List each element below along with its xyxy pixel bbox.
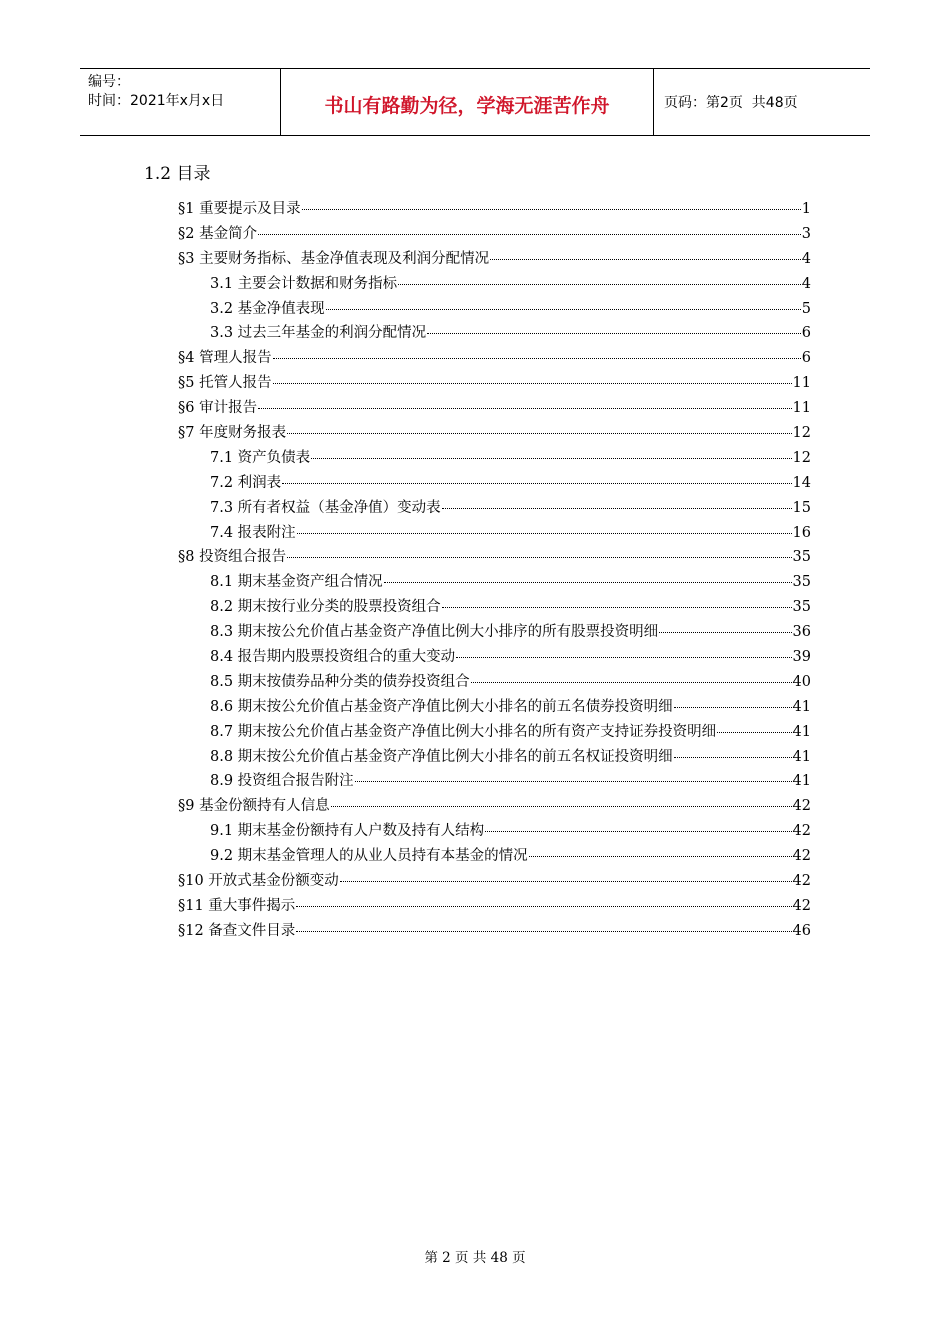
toc-entry-label: 7.3 所有者权益（基金净值）变动表 [210, 499, 441, 516]
toc-entry-page: 36 [792, 624, 811, 641]
toc-entry-label: 8.4 报告期内股票投资组合的重大变动 [210, 649, 456, 666]
toc-leader-dots [529, 856, 792, 857]
toc-entry[interactable] [178, 620, 811, 645]
toc-entry-page: 4 [801, 250, 811, 267]
toc-entry[interactable] [178, 471, 811, 496]
toc-entry[interactable] [178, 321, 811, 346]
toc-entry-page: 42 [792, 848, 811, 865]
toc-entry-label: 8.2 期末按行业分类的股票投资组合 [210, 599, 441, 616]
toc-entry[interactable] [178, 695, 811, 720]
toc-entry-label: 8.9 投资组合报告附注 [210, 773, 354, 790]
toc-entry[interactable] [178, 197, 811, 222]
toc-leader-dots [273, 358, 801, 359]
toc-entry-page: 40 [792, 673, 811, 690]
toc-leader-dots [384, 582, 792, 583]
header-meta [80, 69, 281, 135]
toc-entry-page: 42 [792, 897, 811, 914]
toc-entry-page: 4 [801, 275, 811, 292]
toc-leader-dots [355, 781, 792, 782]
toc-leader-dots [674, 707, 792, 708]
toc-entry-label: 8.8 期末按公允价值占基金资产净值比例大小排名的前五名权证投资明细 [210, 748, 673, 765]
toc-entry[interactable] [178, 645, 811, 670]
toc-leader-dots [302, 209, 801, 210]
toc-entry-label: §9 基金份额持有人信息 [178, 798, 330, 815]
header-page-info-text: 页码：第2页 共48页 [664, 95, 798, 111]
toc-entry[interactable] [178, 496, 811, 521]
toc-entry-page: 11 [792, 375, 811, 392]
toc-entry-page: 39 [792, 649, 811, 666]
toc-entry[interactable] [178, 446, 811, 471]
toc-entry[interactable] [178, 570, 811, 595]
toc-entry-label: §5 托管人报告 [178, 375, 272, 392]
header-page-info [654, 69, 870, 135]
toc-entry-page: 35 [792, 599, 811, 616]
toc-entry-label: 7.1 资产负债表 [210, 449, 311, 466]
toc-entry-page: 42 [792, 798, 811, 815]
toc-entry[interactable] [178, 371, 811, 396]
toc-leader-dots [442, 508, 792, 509]
toc-leader-dots [287, 433, 791, 434]
toc-entry-page: 3 [801, 225, 811, 242]
toc-entry[interactable] [178, 894, 811, 919]
table-of-contents [178, 197, 811, 944]
toc-leader-dots [427, 333, 801, 334]
toc-entry-label: 7.4 报表附注 [210, 524, 296, 541]
toc-entry-page: 42 [792, 873, 811, 890]
toc-entry-page: 35 [792, 549, 811, 566]
toc-entry[interactable] [178, 297, 811, 322]
toc-entry-page: 14 [792, 474, 811, 491]
toc-entry-label: §7 年度财务报表 [178, 425, 287, 442]
toc-entry-page: 11 [792, 400, 811, 417]
toc-entry-page: 6 [801, 325, 811, 342]
toc-entry-label: §2 基金简介 [178, 225, 258, 242]
toc-entry-label: §11 重大事件揭示 [178, 897, 296, 914]
document-number-label: 编号： [88, 74, 130, 90]
toc-entry-page: 1 [801, 201, 811, 217]
toc-entry-label: §3 主要财务指标、基金净值表现及利润分配情况 [178, 250, 490, 267]
toc-entry-label: §8 投资组合报告 [178, 549, 287, 566]
toc-entry[interactable] [178, 670, 811, 695]
toc-entry[interactable] [178, 844, 811, 869]
toc-entry-label: 9.1 期末基金份额持有人户数及持有人结构 [210, 823, 485, 840]
toc-entry-page: 41 [792, 698, 811, 715]
toc-leader-dots [311, 458, 791, 459]
toc-entry-page: 35 [792, 574, 811, 591]
toc-leader-dots [331, 806, 792, 807]
toc-entry[interactable] [178, 819, 811, 844]
toc-entry[interactable] [178, 545, 811, 570]
toc-entry-label: §6 审计报告 [178, 400, 258, 417]
toc-leader-dots [258, 234, 801, 235]
toc-entry-label: 3.2 基金净值表现 [210, 300, 325, 317]
toc-entry-page: 46 [792, 922, 811, 939]
toc-entry-page: 42 [792, 823, 811, 840]
toc-leader-dots [326, 309, 801, 310]
toc-leader-dots [485, 831, 791, 832]
toc-entry-label: 8.5 期末按债券品种分类的债券投资组合 [210, 673, 470, 690]
toc-entry[interactable] [178, 720, 811, 745]
toc-entry-label: §1 重要提示及目录 [178, 201, 301, 217]
toc-entry-label: 8.7 期末按公允价值占基金资产净值比例大小排名的所有资产支持证券投资明细 [210, 723, 717, 740]
toc-leader-dots [273, 383, 792, 384]
toc-entry[interactable] [178, 272, 811, 297]
toc-leader-dots [398, 284, 801, 285]
toc-entry[interactable] [178, 421, 811, 446]
header-motto: 书山有路勤为径，学海无涯苦作舟 [281, 69, 654, 135]
toc-entry[interactable] [178, 794, 811, 819]
toc-entry-page: 5 [801, 300, 811, 317]
toc-leader-dots [287, 557, 791, 558]
toc-leader-dots [258, 408, 791, 409]
toc-entry[interactable] [178, 222, 811, 247]
toc-leader-dots [340, 881, 792, 882]
toc-entry[interactable] [178, 595, 811, 620]
toc-entry-label: 7.2 利润表 [210, 474, 282, 491]
toc-entry-label: §4 管理人报告 [178, 350, 272, 367]
toc-leader-dots [282, 483, 791, 484]
toc-entry-label: 9.2 期末基金管理人的从业人员持有本基金的情况 [210, 848, 528, 865]
page-footer: 第 2 页 共 48 页 [424, 1250, 526, 1266]
toc-entry-label: §10 开放式基金份额变动 [178, 873, 339, 890]
toc-leader-dots [456, 657, 791, 658]
toc-title: 1.2 目录 [144, 164, 211, 184]
toc-leader-dots [659, 632, 791, 633]
toc-entry-page: 15 [792, 499, 811, 516]
toc-entry-label: 3.3 过去三年基金的利润分配情况 [210, 325, 427, 342]
toc-leader-dots [471, 682, 792, 683]
toc-entry-page: 12 [792, 425, 811, 442]
page-header [80, 68, 870, 136]
toc-entry-label: 8.6 期末按公允价值占基金资产净值比例大小排名的前五名债券投资明细 [210, 698, 673, 715]
toc-entry[interactable] [178, 247, 811, 272]
toc-entry[interactable] [178, 769, 811, 794]
toc-entry[interactable] [178, 919, 811, 944]
toc-leader-dots [442, 607, 792, 608]
toc-entry-label: 8.3 期末按公允价值占基金资产净值比例大小排序的所有股票投资明细 [210, 624, 659, 641]
toc-leader-dots [717, 732, 791, 733]
document-time-label: 时间：2021年x月x日 [88, 93, 225, 109]
toc-entry[interactable] [178, 521, 811, 546]
toc-entry-page: 16 [792, 524, 811, 541]
toc-entry-page: 41 [792, 723, 811, 740]
toc-entry[interactable] [178, 396, 811, 421]
toc-leader-dots [674, 757, 792, 758]
toc-entry-label: 8.1 期末基金资产组合情况 [210, 574, 383, 591]
toc-entry-page: 12 [792, 449, 811, 466]
toc-entry[interactable] [178, 869, 811, 894]
toc-entry[interactable] [178, 745, 811, 770]
toc-entry-label: §12 备查文件目录 [178, 922, 296, 939]
toc-leader-dots [490, 259, 801, 260]
toc-leader-dots [296, 906, 791, 907]
toc-leader-dots [297, 533, 792, 534]
toc-entry[interactable] [178, 346, 811, 371]
toc-entry-page: 41 [792, 748, 811, 765]
toc-leader-dots [296, 931, 791, 932]
toc-entry-page: 6 [801, 350, 811, 367]
toc-entry-label: 3.1 主要会计数据和财务指标 [210, 275, 398, 292]
toc-entry-page: 41 [792, 773, 811, 790]
